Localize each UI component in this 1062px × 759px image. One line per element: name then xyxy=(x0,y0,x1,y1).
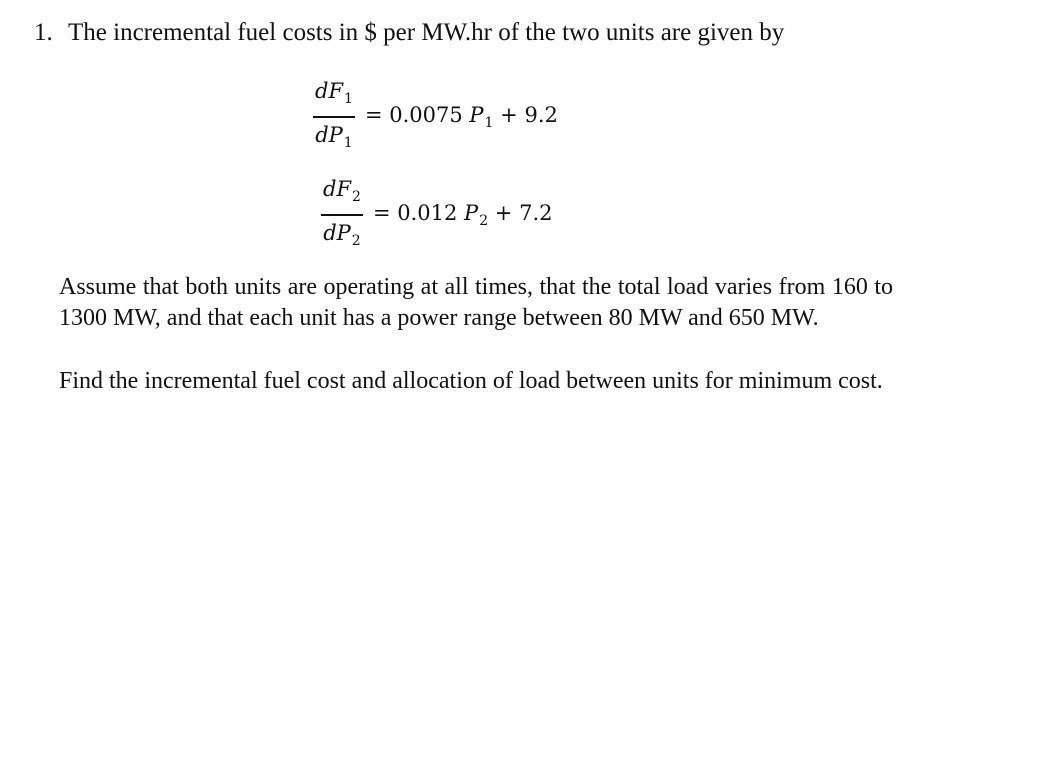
fraction-numerator-2: $dF_2$ xyxy=(323,177,361,205)
derivative-fraction-2 xyxy=(321,175,363,255)
equation-rhs-1: = 0.0075 $P_1 + 9.2$ xyxy=(364,103,558,131)
assumption-paragraph: Assume that both units are operating at all times, that the total load varies from 160 to 1300 MW, and that each unit has a power range between 80 MW and 650 MW. xyxy=(59,274,893,331)
question-number: 1. xyxy=(34,19,53,46)
fraction-bar-2 xyxy=(321,214,363,216)
task-paragraph: Find the incremental fuel cost and allocation of load between units for minimum cost. xyxy=(59,368,883,394)
fraction-denominator-2: $dP_2$ xyxy=(323,221,361,249)
derivative-fraction-1 xyxy=(313,77,355,157)
equation-unit-2 xyxy=(321,175,553,255)
fraction-denominator-1: $dP_1$ xyxy=(315,123,353,151)
equation-rhs-2: = 0.012 $P_2 + 7.2$ xyxy=(372,201,553,229)
equation-unit-1 xyxy=(313,77,558,157)
question-text: The incremental fuel costs in $ per MW.hr of the two units are given by xyxy=(68,19,785,46)
question-heading xyxy=(34,17,784,49)
fraction-numerator-1: $dF_1$ xyxy=(315,79,353,107)
fraction-bar-1 xyxy=(313,116,355,118)
